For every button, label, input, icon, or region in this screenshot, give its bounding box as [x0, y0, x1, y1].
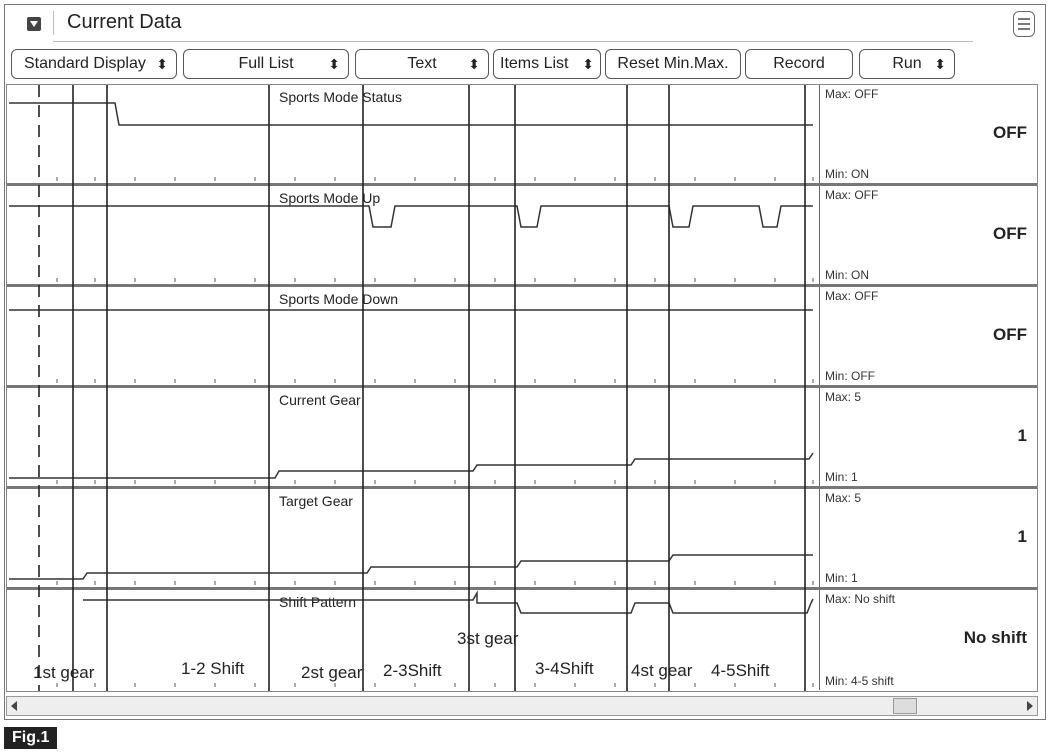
- list-mode-select[interactable]: [183, 49, 349, 79]
- min-label: Min: 4-5 shift: [825, 674, 894, 688]
- updown-arrow-icon: ⬍: [468, 56, 480, 72]
- graph-item-name: Shift Pattern: [279, 594, 357, 610]
- record-button[interactable]: Record: [745, 49, 853, 79]
- current-value: No shift: [963, 628, 1027, 647]
- view-mode-select[interactable]: [355, 49, 489, 79]
- title-separator: [53, 11, 54, 35]
- display-mode-select[interactable]: [11, 49, 177, 79]
- min-label: Min: 1: [825, 571, 858, 585]
- items-list-select[interactable]: [493, 49, 601, 79]
- min-label: Min: OFF: [825, 369, 875, 383]
- updown-arrow-icon: ⬍: [934, 56, 946, 72]
- max-label: Max: OFF: [825, 87, 879, 101]
- display-mode-label: Standard Display: [24, 55, 146, 72]
- updown-arrow-icon: ⬍: [582, 56, 594, 72]
- trace-sports-mode-status: [9, 103, 813, 125]
- menu-icon[interactable]: [1013, 11, 1035, 37]
- title-bar: [5, 5, 1045, 41]
- current-value: 1: [1017, 426, 1027, 445]
- current-value: 1: [1017, 527, 1027, 546]
- annotation-shift-4-5: 4-5Shift: [711, 661, 770, 680]
- max-label: Max: 5: [825, 390, 862, 404]
- trace-current-gear: [9, 453, 813, 478]
- annotation-first-gear: 1st gear: [33, 663, 95, 682]
- annotation-shift-1-2: 1-2 Shift: [181, 659, 245, 678]
- min-label: Min: 1: [825, 470, 858, 484]
- run-label: Run: [892, 55, 922, 72]
- graph-item-name: Current Gear: [279, 392, 361, 408]
- max-label: Max: No shift: [825, 592, 896, 606]
- scroll-left-arrow-icon[interactable]: [11, 701, 17, 711]
- max-label: Max: OFF: [825, 289, 879, 303]
- scroll-right-arrow-icon[interactable]: [1027, 701, 1033, 711]
- items-list-label: Items List: [500, 55, 569, 72]
- trace-target-gear: [9, 555, 813, 579]
- graph-item-name: Target Gear: [279, 493, 353, 509]
- current-value: OFF: [993, 325, 1027, 344]
- trace-shift-pattern: [83, 593, 813, 613]
- annotation-shift-3-4: 3-4Shift: [535, 659, 594, 678]
- graph-area: [6, 84, 1038, 692]
- annotation-fourth-gear: 4st gear: [631, 661, 693, 680]
- tick-marks: [57, 177, 813, 687]
- figure-label: Fig.1: [4, 727, 57, 749]
- annotation-second-gear: 2st gear: [301, 663, 363, 682]
- updown-arrow-icon: ⬍: [328, 56, 340, 72]
- collapse-icon[interactable]: [27, 17, 41, 31]
- min-label: Min: ON: [825, 268, 870, 282]
- annotation-third-gear: 3st gear: [457, 629, 519, 648]
- min-label: Min: ON: [825, 167, 870, 181]
- graph-item-name: Sports Mode Status: [279, 89, 402, 105]
- current-value: OFF: [993, 224, 1027, 243]
- current-value: OFF: [993, 123, 1027, 142]
- graph-item-name: Sports Mode Up: [279, 190, 381, 206]
- max-label: Max: 5: [825, 491, 862, 505]
- window-title: Current Data: [67, 11, 182, 33]
- run-select[interactable]: [859, 49, 955, 79]
- graph-item-name: Sports Mode Down: [279, 291, 399, 307]
- max-label: Max: OFF: [825, 188, 879, 202]
- toolbar: [9, 49, 1039, 81]
- scroll-thumb[interactable]: [893, 698, 917, 714]
- updown-arrow-icon: ⬍: [156, 56, 168, 72]
- signal-traces: [7, 85, 1037, 691]
- title-divider: [53, 41, 973, 42]
- trace-sports-mode-up: [9, 206, 813, 227]
- list-mode-label: Full List: [238, 55, 294, 72]
- annotation-shift-2-3: 2-3Shift: [383, 661, 442, 680]
- horizontal-scrollbar[interactable]: [6, 696, 1038, 716]
- reset-minmax-button[interactable]: Reset Min.Max.: [605, 49, 741, 79]
- view-mode-label: Text: [407, 55, 437, 72]
